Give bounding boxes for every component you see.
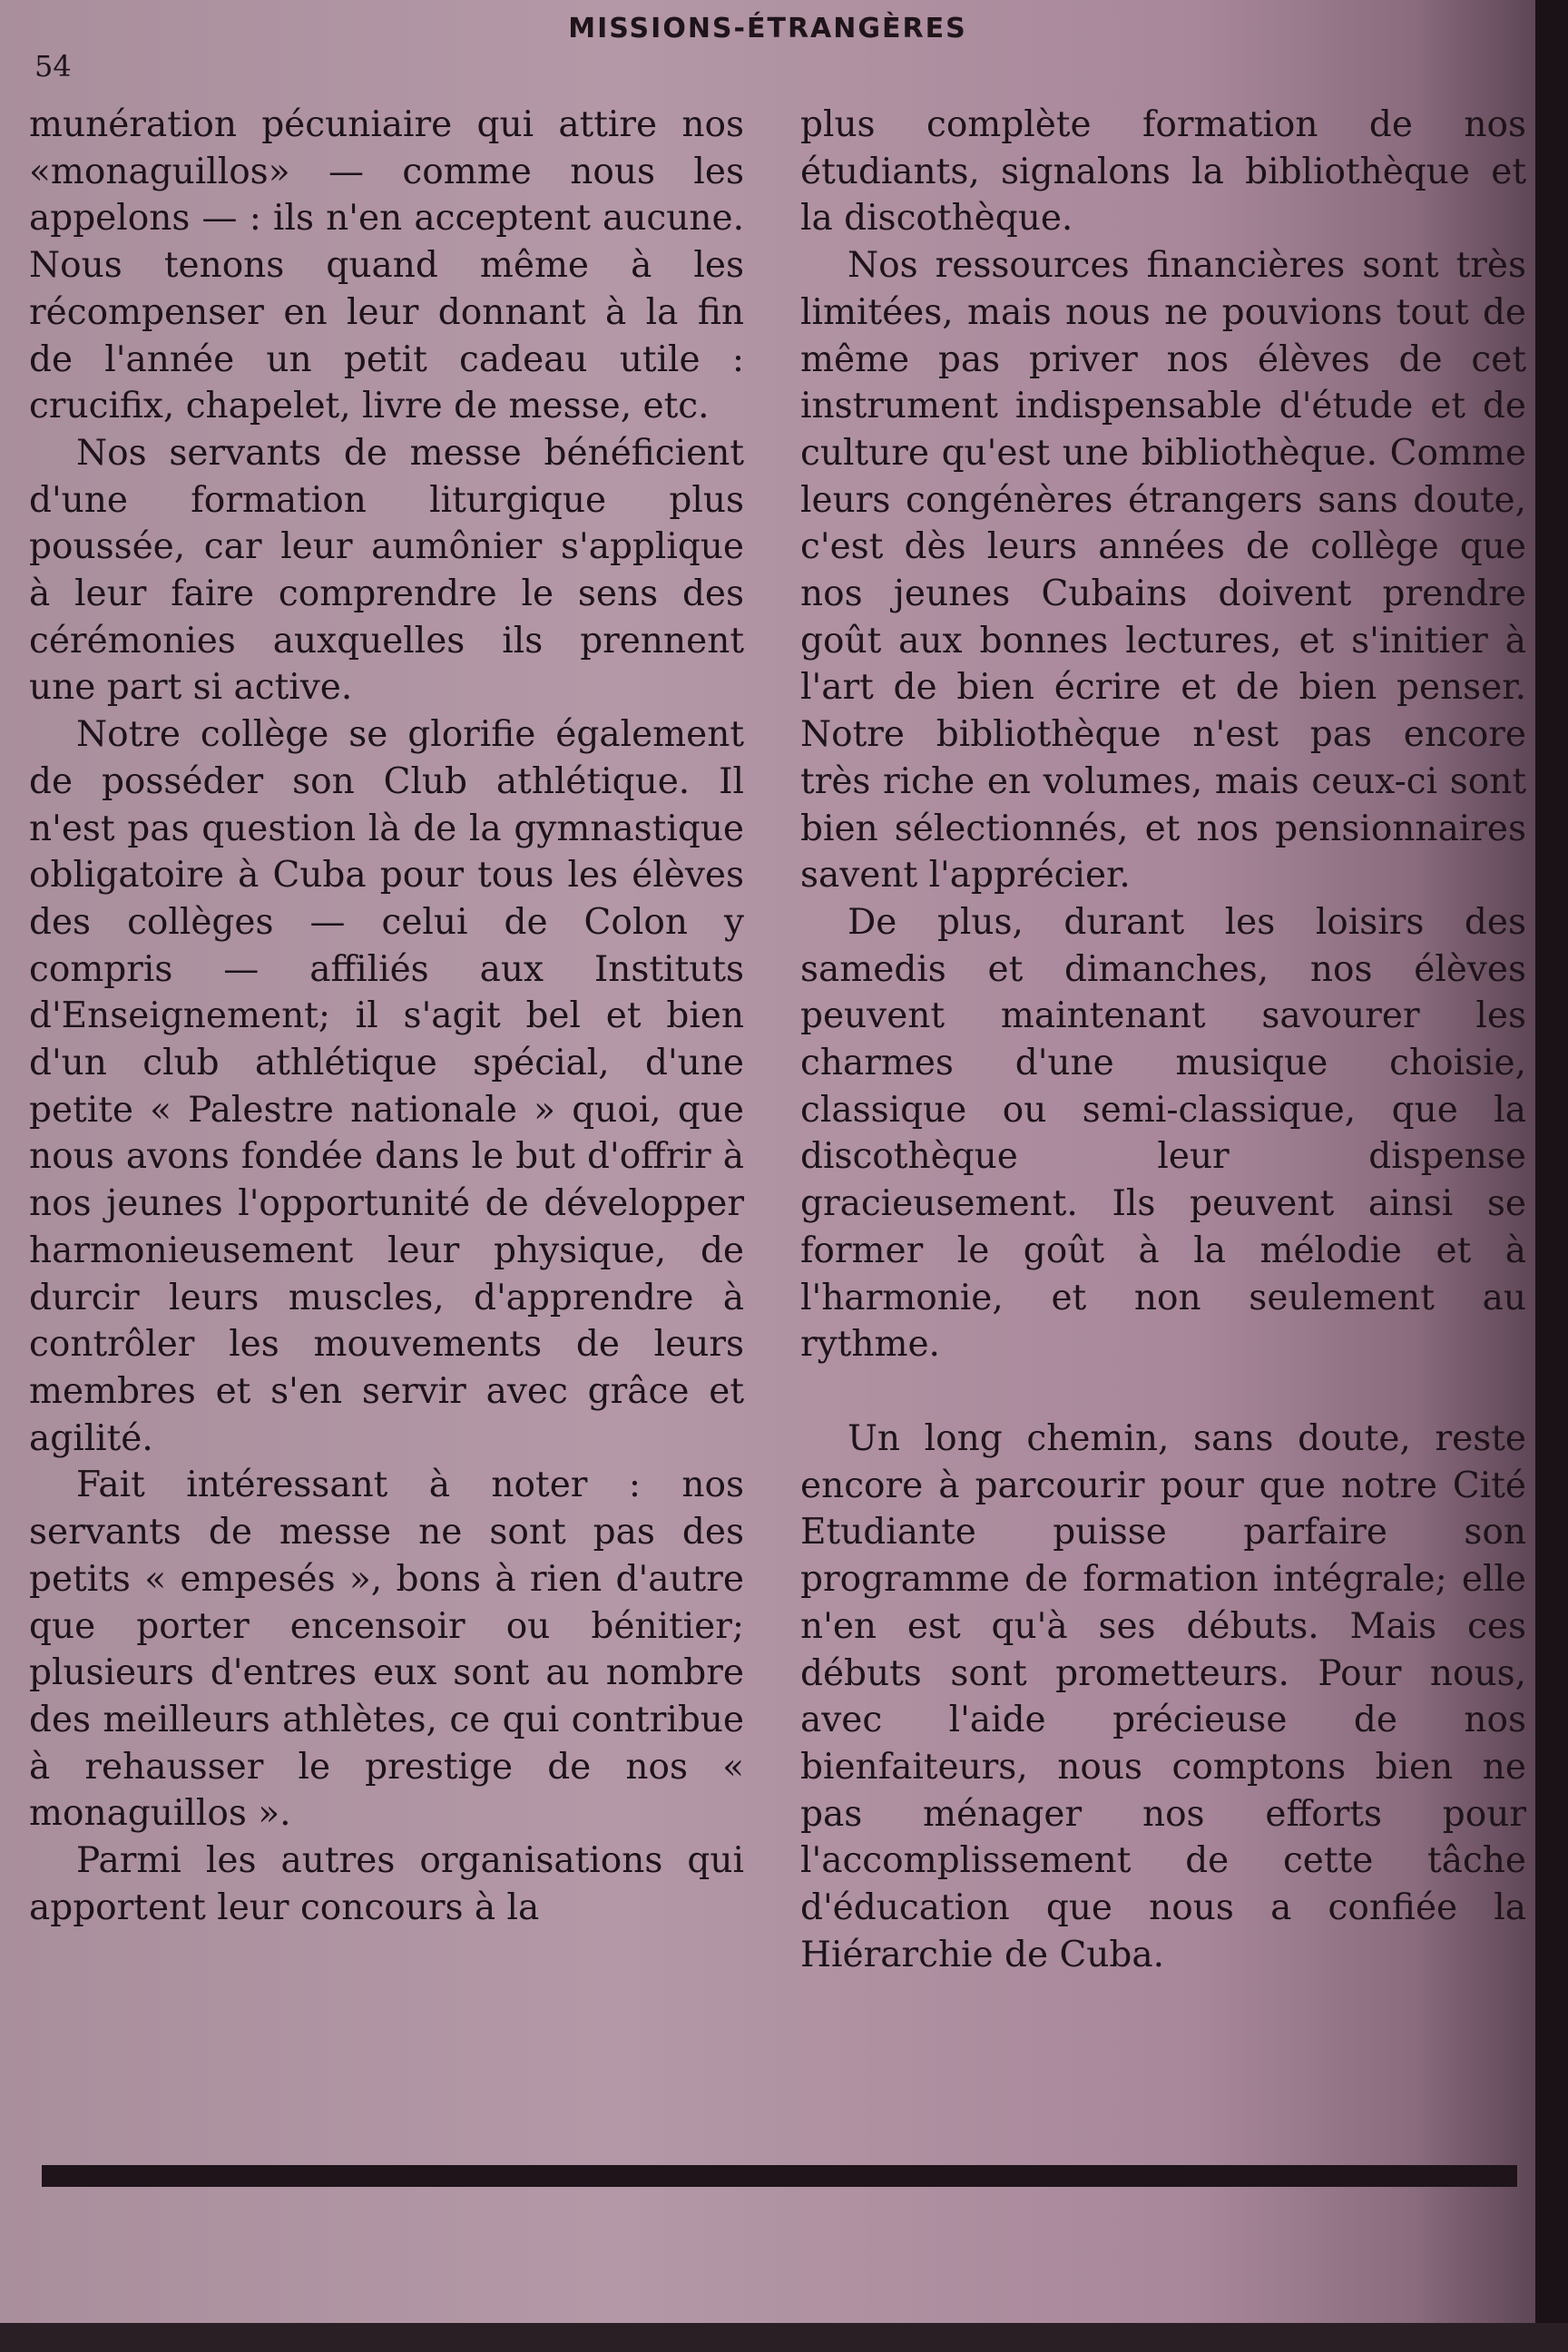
left-paragraph-3: Notre collège se glorifie également de posséder son Club athlétique. Il n'est pas question là de la gymnastique obligatoire à Cuba pour tous les élèves des collèges — celui de Colon y compris — affiliés aux Instituts d'Enseignement; il s'agit bel et bien d'un club athlétique spécial, d'une petite « Palestre nationale » quoi, que nous avons fondée dans le but d'offrir à nos jeunes l'opportunité de développer harmonieusement leur physique, de durcir leurs muscles, d'apprendre à contrôler les mouvements de leurs membres et s'en servir avec grâce et agilité.: [29, 714, 744, 1459]
left-paragraph-2: Nos servants de messe bénéficient d'une formation liturgique plus poussée, car leur aumônier s'applique à leur faire comprendre le sens des cérémonies auxquelles ils prennent une part si active.: [29, 432, 744, 709]
page-bottom-shadow: [0, 2323, 1568, 2352]
left-paragraph-5: Parmi les autres organisations qui apportent leur concours à la: [29, 1840, 744, 1928]
right-column: [800, 102, 1526, 1978]
bottom-rule: [42, 2165, 1517, 2187]
left-paragraph-1: munération pécuniaire qui attire nos «monaguillos» — comme nous les appelons — : ils n'en acceptent aucune. Nous tenons quand même à les récompenser en leur donnant à la fin de l'année un petit cadeau utile : crucifix, chapelet, livre de messe, etc.: [29, 104, 744, 427]
running-title: MISSIONS-ÉTRANGÈRES: [568, 13, 967, 44]
right-paragraph-4: Un long chemin, sans doute, reste encore à parcourir pour que notre Cité Etudiante puisse parfaire son programme de formation intégrale; elle n'en est qu'à ses débuts. Mais ces débuts sont prometteurs. Pour nous, avec l'aide précieuse de nos bienfaiteurs, nous comptons bien ne pas ménager nos efforts pour l'accomplissement de cette tâche d'éducation que nous a confiée la Hiérarchie de Cuba.: [800, 1417, 1526, 1975]
left-paragraph-4: Fait intéressant à noter : nos servants de messe ne sont pas des petits « empesés », bons à rien d'autre que porter encensoir ou bénitier; plusieurs d'entres eux sont au nombre des meilleurs athlètes, ce qui contribue à rehausser le prestige de nos « monaguillos ».: [29, 1465, 744, 1835]
page-number: 54: [34, 49, 72, 83]
book-gutter-shadow: [1535, 0, 1568, 2352]
right-paragraph-2: Nos ressources financières sont très limitées, mais nous ne pouvions tout de même pas priver nos élèves de cet instrument indispensable d'étude et de culture qu'est une bibliothèque. Comme leurs congénères étrangers sans doute, c'est dès leurs années de collège que nos jeunes Cubains doivent prendre goût aux bonnes lectures, et s'initier à l'art de bien écrire et de bien penser. Notre bibliothèque n'est pas encore très riche en volumes, mais ceux-ci sont bien sélectionnés, et nos pensionnaires savent l'apprécier.: [800, 245, 1526, 897]
right-paragraph-3: De plus, durant les loisirs des samedis et dimanches, nos élèves peuvent maintenant savourer les charmes d'une musique choisie, classique ou semi-classique, que la discothèque leur dispense gracieusement. Ils peuvent ainsi se former le goût à la mélodie et à l'harmonie, et non seulement au rythme.: [800, 901, 1526, 1366]
right-paragraph-1: plus complète formation de nos étudiants, signalons la bibliothèque et la discothèque.: [800, 104, 1526, 240]
left-column: [29, 102, 744, 1931]
